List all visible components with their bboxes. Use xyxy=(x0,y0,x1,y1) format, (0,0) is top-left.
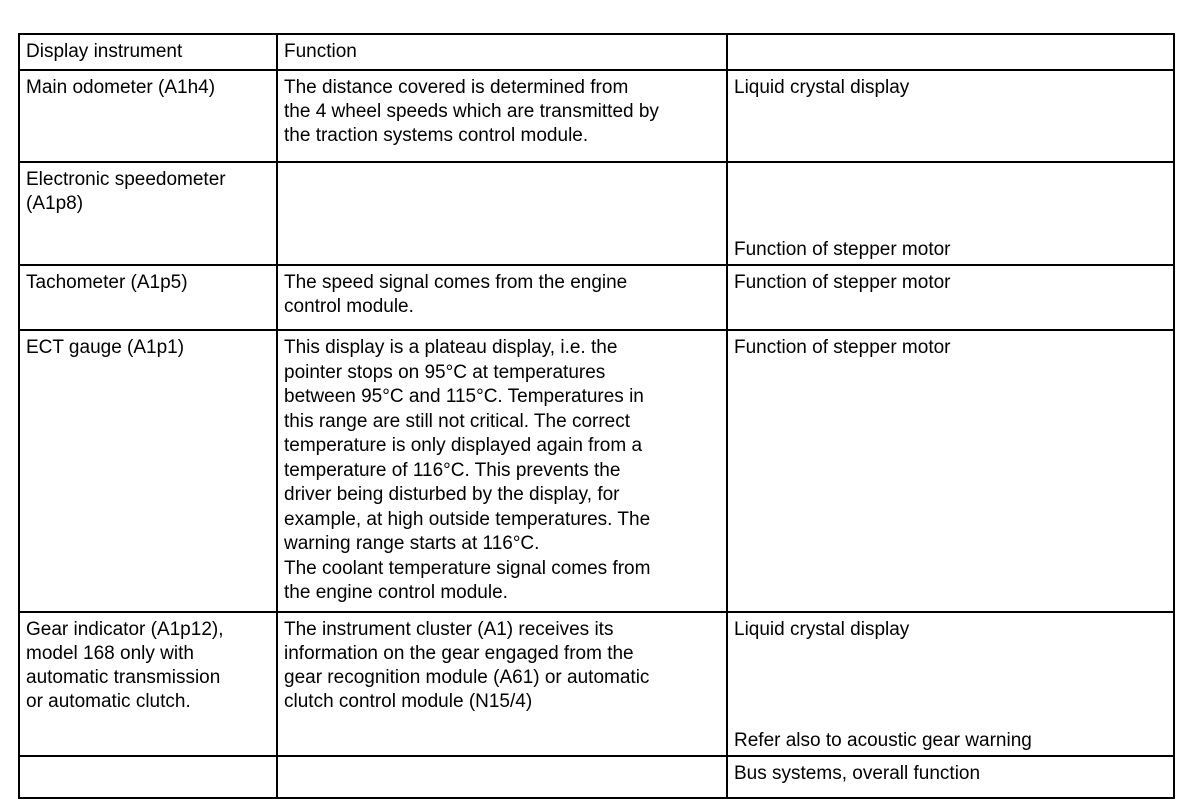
instrument-cell xyxy=(19,612,277,756)
function-text: clutch control module (N15/4) xyxy=(284,691,533,712)
note-text: Function of stepper motor xyxy=(734,239,951,260)
instrument-cell xyxy=(19,330,277,612)
header-function: Function xyxy=(277,34,727,70)
note-text: Refer also to acoustic gear warning xyxy=(734,730,1032,751)
function-text: example, at high outside temperatures. The xyxy=(284,508,651,530)
function-text: the traction systems control module. xyxy=(284,125,589,146)
note-cell xyxy=(727,70,1174,162)
header-display-instrument: Display instrument xyxy=(19,34,277,70)
function-text: The speed signal comes from the engine xyxy=(284,272,628,293)
function-text: The instrument cluster (A1) receives its xyxy=(284,619,614,640)
table-header-row xyxy=(19,34,1174,70)
table-row xyxy=(19,162,1174,265)
instrument-label: Gear indicator (A1p12), xyxy=(26,619,224,640)
instrument-label: or automatic clutch. xyxy=(26,691,191,712)
function-text: The coolant temperature signal comes from xyxy=(284,557,651,579)
instrument-label: Main odometer (A1h4) xyxy=(26,77,216,98)
instrument-cell xyxy=(19,162,277,265)
instrument-label: automatic transmission xyxy=(26,667,221,688)
note-cell xyxy=(727,612,1174,756)
table-row xyxy=(19,612,1174,756)
instrument-label: ECT gauge (A1p1) xyxy=(26,337,185,358)
table-row xyxy=(19,756,1174,798)
table-row xyxy=(19,330,1174,612)
function-cell xyxy=(277,265,727,330)
function-text: driver being disturbed by the display, for xyxy=(284,484,620,505)
function-text: information on the gear engaged from the xyxy=(284,643,634,664)
function-text: temperature of 116°C. This prevents the xyxy=(284,459,621,481)
function-text: the 4 wheel speeds which are transmitted by xyxy=(284,101,659,122)
function-cell xyxy=(277,612,727,756)
function-text: the engine control module. xyxy=(284,582,508,603)
note-cell xyxy=(727,265,1174,330)
function-cell xyxy=(277,330,727,612)
header-notes xyxy=(727,34,1174,70)
instrument-cell xyxy=(19,70,277,162)
function-text: control module. xyxy=(284,296,414,317)
instrument-label: Tachometer (A1p5) xyxy=(26,272,188,293)
note-cell xyxy=(727,162,1174,265)
note-text: Function of stepper motor xyxy=(734,272,951,293)
function-cell xyxy=(277,70,727,162)
function-text: warning range starts at 116°C. xyxy=(284,533,540,554)
instrument-cell xyxy=(19,756,277,798)
instrument-cell xyxy=(19,265,277,330)
function-text: this range are still not critical. The correct xyxy=(284,410,631,432)
instrument-label: model 168 only with xyxy=(26,643,194,664)
note-cell xyxy=(727,756,1174,798)
note-cell xyxy=(727,330,1174,612)
table-row xyxy=(19,265,1174,330)
note-text: Liquid crystal display xyxy=(734,619,910,640)
function-text: This display is a plateau display, i.e. the xyxy=(284,337,618,358)
instrument-label: Electronic speedometer xyxy=(26,169,226,190)
function-text: pointer stops on 95°C at temperatures xyxy=(284,361,606,383)
instrument-label: (A1p8) xyxy=(26,193,84,214)
note-text: Bus systems, overall function xyxy=(734,763,981,784)
note-text: Liquid crystal display xyxy=(734,77,910,98)
function-text: gear recognition module (A61) or automatic xyxy=(284,667,650,688)
function-text: temperature is only displayed again from a xyxy=(284,435,643,456)
instrument-function-table xyxy=(18,33,1175,799)
table-row xyxy=(19,70,1174,162)
function-text: The distance covered is determined from xyxy=(284,77,629,98)
note-text: Function of stepper motor xyxy=(734,337,951,358)
function-text: between 95°C and 115°C. Temperatures in xyxy=(284,386,644,407)
function-cell xyxy=(277,756,727,798)
function-cell xyxy=(277,162,727,265)
